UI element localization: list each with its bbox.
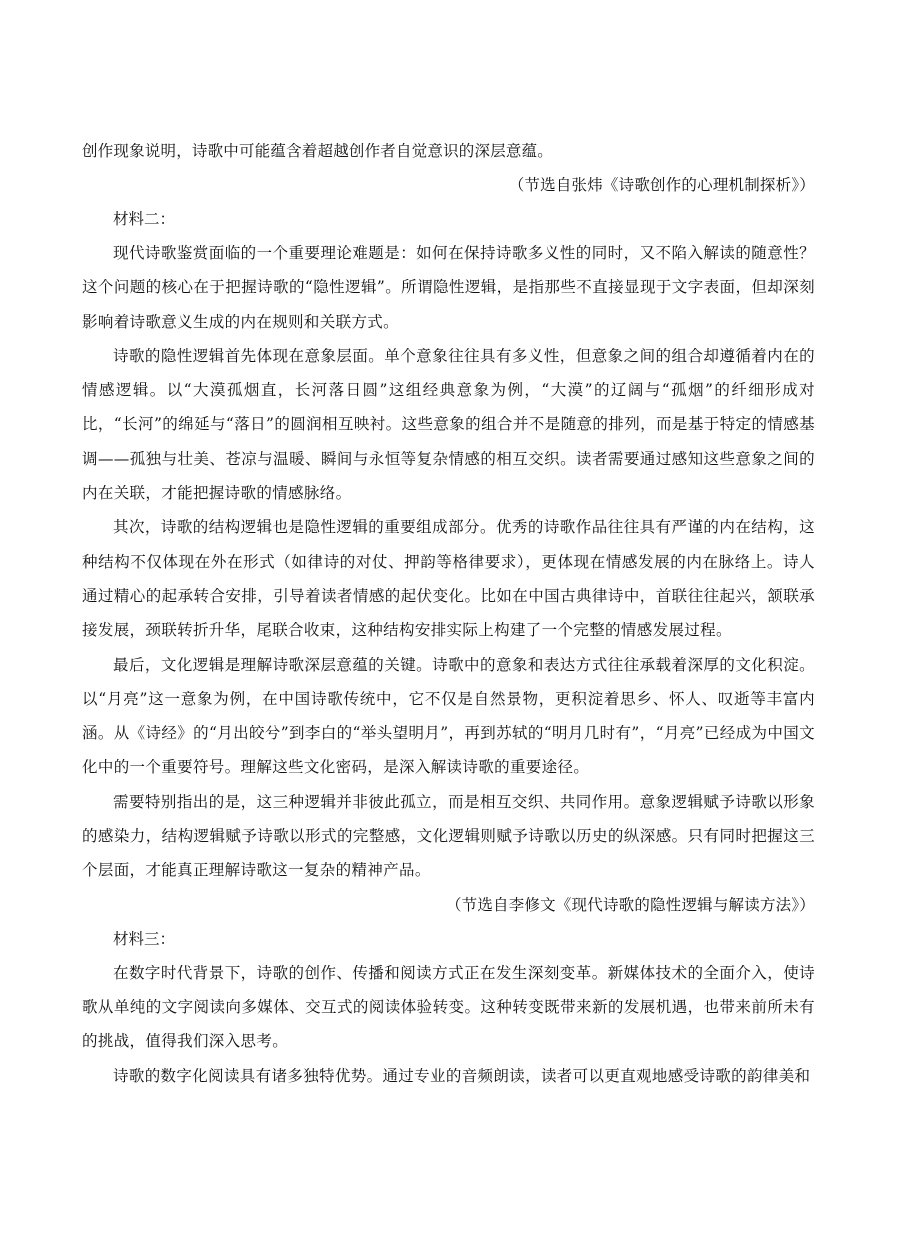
material-2-paragraph: 现代诗歌鉴赏面临的一个重要理论难题是：如何在保持诗歌多义性的同时，又不陷入解读的随意性？这个问题的核心在于把握诗歌的“隐性逻辑”。所谓隐性逻辑，是指那些不直接显现于文字表面，但却深刻影响着诗歌意义生成的内在规则和关联方式。 (82, 244, 815, 331)
material-2-heading: 材料二： (113, 210, 176, 228)
material-3-heading: 材料三： (113, 929, 176, 948)
material-2-paragraph: 需要特别指出的是，这三种逻辑并非彼此孤立，而是相互交织、共同作用。意象逻辑赋予诗歌以形象的感染力，结构逻辑赋予诗歌以形式的完整感，文化逻辑则赋予诗歌以历史的纵深感。只有同时把握这三个层面，才能真正理解诗歌这一复杂的精神产品。 (82, 792, 815, 880)
material-3-paragraph: 在数字时代背景下，诗歌的创作、传播和阅读方式正在发生深刻变革。新媒体技术的全面介入，使诗歌从单纯的文字阅读向多媒体、交互式的阅读体验转变。这种转变既带来新的发展机遇，也带来前所未有的挑战，值得我们深入思考。 (82, 963, 815, 1051)
source-citation-1: （节选自张炜《诗歌创作的心理机制探析》） (508, 176, 815, 194)
material-3-paragraph: 诗歌的数字化阅读具有诸多独特优势。通过专业的音频朗读，读者可以更直观地感受诗歌的韵律美和 (113, 1066, 811, 1085)
lead-line: 创作现象说明，诗歌中可能蕴含着超越创作者自觉意识的深层意蕴。 (82, 142, 554, 160)
material-2-paragraph: 诗歌的隐性逻辑首先体现在意象层面。单个意象往往具有多义性，但意象之间的组合却遵循着内在的情感逻辑。以“大漠孤烟直，长河落日圆”这组经典意象为例，“大漠”的辽阔与“孤烟”的纤细形成对比，“长河”的绵延与“落日”的圆润相互映衬。这些意象的组合并不是随意的排列，而是基于特定的情感基调——孤独与壮美、苍凉与温暖、瞬间与永恒等复杂情感的相互交织。读者需要通过感知这些意象之间的内在关联，才能把握诗歌的情感脉络。 (82, 346, 815, 503)
source-citation-2: （节选自李修文《现代诗歌的隐性逻辑与解读方法》） (445, 895, 815, 914)
material-2-paragraph: 其次，诗歌的结构逻辑也是隐性逻辑的重要组成部分。优秀的诗歌作品往往具有严谨的内在结构，这种结构不仅体现在外在形式（如律诗的对仗、押韵等格律要求），更体现在情感发展的内在脉络上。诗人通过精心的起承转合安排，引导着读者情感的起伏变化。比如在中国古典律诗中，首联往往起兴，颔联承接发展，颈联转折升华，尾联合收束，这种结构安排实际上构建了一个完整的情感发展过程。 (82, 518, 815, 640)
material-2-paragraph: 最后，文化逻辑是理解诗歌深层意蕴的关键。诗歌中的意象和表达方式往往承载着深厚的文化积淀。以“月亮”这一意象为例，在中国诗歌传统中，它不仅是自然景物，更积淀着思乡、怀人、叹逝等丰富内涵。从《诗经》的“月出皎兮”到李白的“举头望明月”，再到苏轼的“明月几时有”，“月亮”已经成为中国文化中的一个重要符号。理解这些文化密码，是深入解读诗歌的重要途径。 (82, 655, 815, 777)
document-page (82, 134, 815, 1093)
